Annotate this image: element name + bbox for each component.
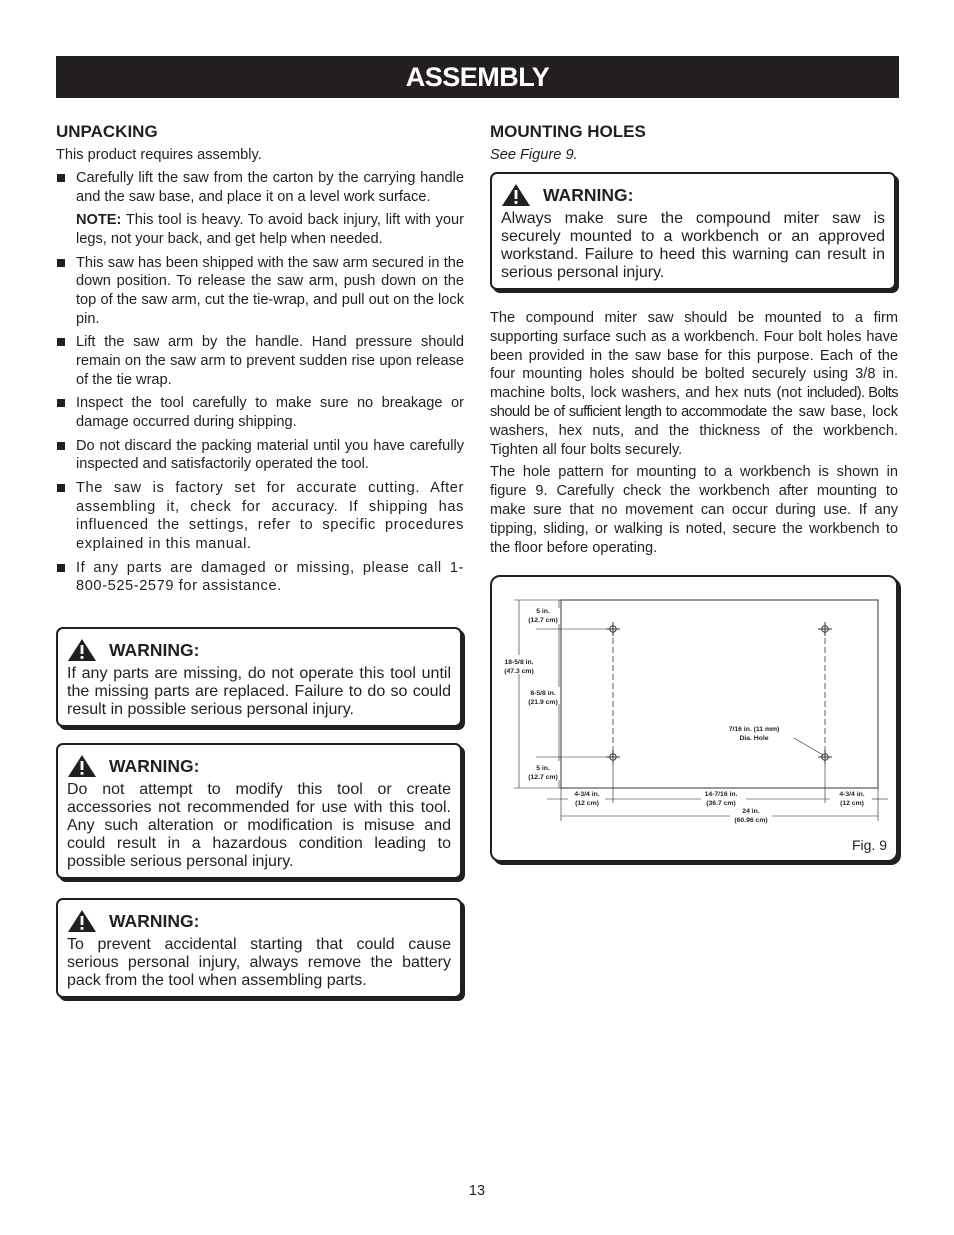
mounting-paragraph-2: The hole pattern for mounting to a workbench is shown in figure 9. Carefully check the workbench after mounting to make sure that no movement can occur during use. If any tipping, sliding, or walking is noted, secure the workbench to the floor before operating. — [490, 464, 898, 556]
dim-label: (12.7 cm) — [528, 774, 558, 781]
dim-label: 24 in. — [742, 808, 760, 815]
note-text: This tool is heavy. To avoid back injury, lift with your legs, not your back, and get help when needed. — [76, 211, 464, 247]
dim-label: (12 cm) — [840, 800, 864, 807]
see-figure-reference: See Figure 9. — [490, 147, 578, 163]
warning-title: WARNING: — [543, 184, 634, 205]
figure-caption: Fig. 9 — [851, 837, 887, 853]
list-item: If any parts are damaged or missing, please call 1-800-525-2579 for assistance. — [56, 559, 464, 597]
dim-label: 8-5/8 in. — [530, 690, 556, 697]
mounting-hole — [818, 622, 832, 636]
unpacking-list — [56, 169, 464, 207]
note-label: NOTE: — [76, 211, 122, 228]
warning-triangle-icon — [67, 638, 97, 662]
list-item: Lift the saw arm by the handle. Hand pressure should remain on the saw arm to prevent sudden rise upon release of the tie wrap. — [56, 333, 464, 389]
base-outline — [561, 600, 878, 788]
dim-label: (12 cm) — [575, 800, 599, 807]
page-title-banner — [56, 56, 899, 98]
mounting-hole-diagram — [492, 577, 896, 860]
warning-title: WARNING: — [109, 755, 200, 776]
unpacking-section — [56, 120, 464, 601]
warning-text: To prevent accidental starting that could cause serious personal injury, always remove the battery pack from the tool when assembling parts. — [67, 936, 451, 989]
list-item: Carefully lift the saw from the carton by the carrying handle and the saw base, and place it on a level work surface. — [56, 169, 464, 207]
warning-text: Do not attempt to modify this tool or create accessories not recommended for use with this tool. Any such alteration or modification is misuse and could result in a hazardous condition leading to possible serious personal injury. — [67, 781, 451, 870]
mounting-hole — [606, 622, 620, 636]
list-item: The saw is factory set for accurate cutting. After assembling it, check for accuracy. If shipping has influenced the settings, refer to specific procedures explained in this manual. — [56, 479, 464, 554]
warning-triangle-icon — [67, 754, 97, 778]
dim-label: Dia. Hole — [739, 735, 769, 742]
unpacking-list-continued — [56, 254, 464, 597]
warning-title: WARNING: — [109, 910, 200, 931]
mounting-paragraph-1: The compound miter saw should be mounted to a firm supporting surface such as a workbench. Four bolt holes have been provided in the saw base for this purpose. Each of the four mounting holes should be bolted securely using 3/8 in. machine bolts, lock washers, and hex nuts (not included). Bolts should be of sufficient length to accommodate the saw base, lock washers, hex nuts, and the thickness of the workbench. Tighten all four bolts securely. — [490, 310, 898, 458]
warning-box-battery — [56, 898, 462, 998]
dim-label: 18-5/8 in. — [504, 659, 534, 666]
mounting-holes-section — [490, 120, 898, 173]
mounting-body — [490, 309, 898, 561]
mounting-heading: MOUNTING HOLES — [490, 122, 646, 141]
dim-label: 4-3/4 in. — [574, 791, 600, 798]
mounting-hole — [606, 750, 620, 764]
page-title: ASSEMBLY — [405, 62, 550, 92]
note-paragraph — [56, 211, 464, 249]
dim-label: (36.7 cm) — [706, 800, 736, 807]
dim-label: (12.7 cm) — [528, 617, 558, 624]
warning-text: If any parts are missing, do not operate this tool until the missing parts are replaced. Failure to do so could result in possible serious personal injury. — [67, 665, 451, 718]
figure-9 — [490, 575, 898, 862]
unpacking-heading: UNPACKING — [56, 122, 158, 141]
dim-label: 4-3/4 in. — [839, 791, 865, 798]
list-item: Inspect the tool carefully to make sure no breakage or damage occurred during shipping. — [56, 394, 464, 432]
dim-label: (47.3 cm) — [504, 668, 534, 675]
dim-label: 5 in. — [536, 765, 550, 772]
dim-label: 5 in. — [536, 608, 550, 615]
warning-title: WARNING: — [109, 639, 200, 660]
warning-box-missing-parts — [56, 627, 462, 727]
page-number: 13 — [468, 1183, 486, 1199]
mounting-hole — [818, 750, 832, 764]
warning-box-mounting — [490, 172, 896, 290]
warning-box-modification — [56, 743, 462, 879]
dim-label: (60.96 cm) — [734, 817, 768, 824]
list-item: This saw has been shipped with the saw arm secured in the down position. To release the saw arm, push down on the top of the saw arm, cut the tie-wrap, and pull out on the lock pin. — [56, 254, 464, 329]
dim-label: 14-7/16 in. — [704, 791, 738, 798]
warning-triangle-icon — [67, 909, 97, 933]
dim-label: 7/16 in. (11 mm) — [728, 726, 780, 733]
warning-text: Always make sure the compound miter saw is securely mounted to a workbench or an approved workstand. Failure to heed this warning can result in serious personal injury. — [501, 210, 885, 281]
warning-triangle-icon — [501, 183, 531, 207]
list-item: Do not discard the packing material until you have carefully inspected and satisfactorily operated the tool. — [56, 437, 464, 475]
unpacking-intro: This product requires assembly. — [56, 147, 262, 163]
dim-label: (21.9 cm) — [528, 699, 558, 706]
